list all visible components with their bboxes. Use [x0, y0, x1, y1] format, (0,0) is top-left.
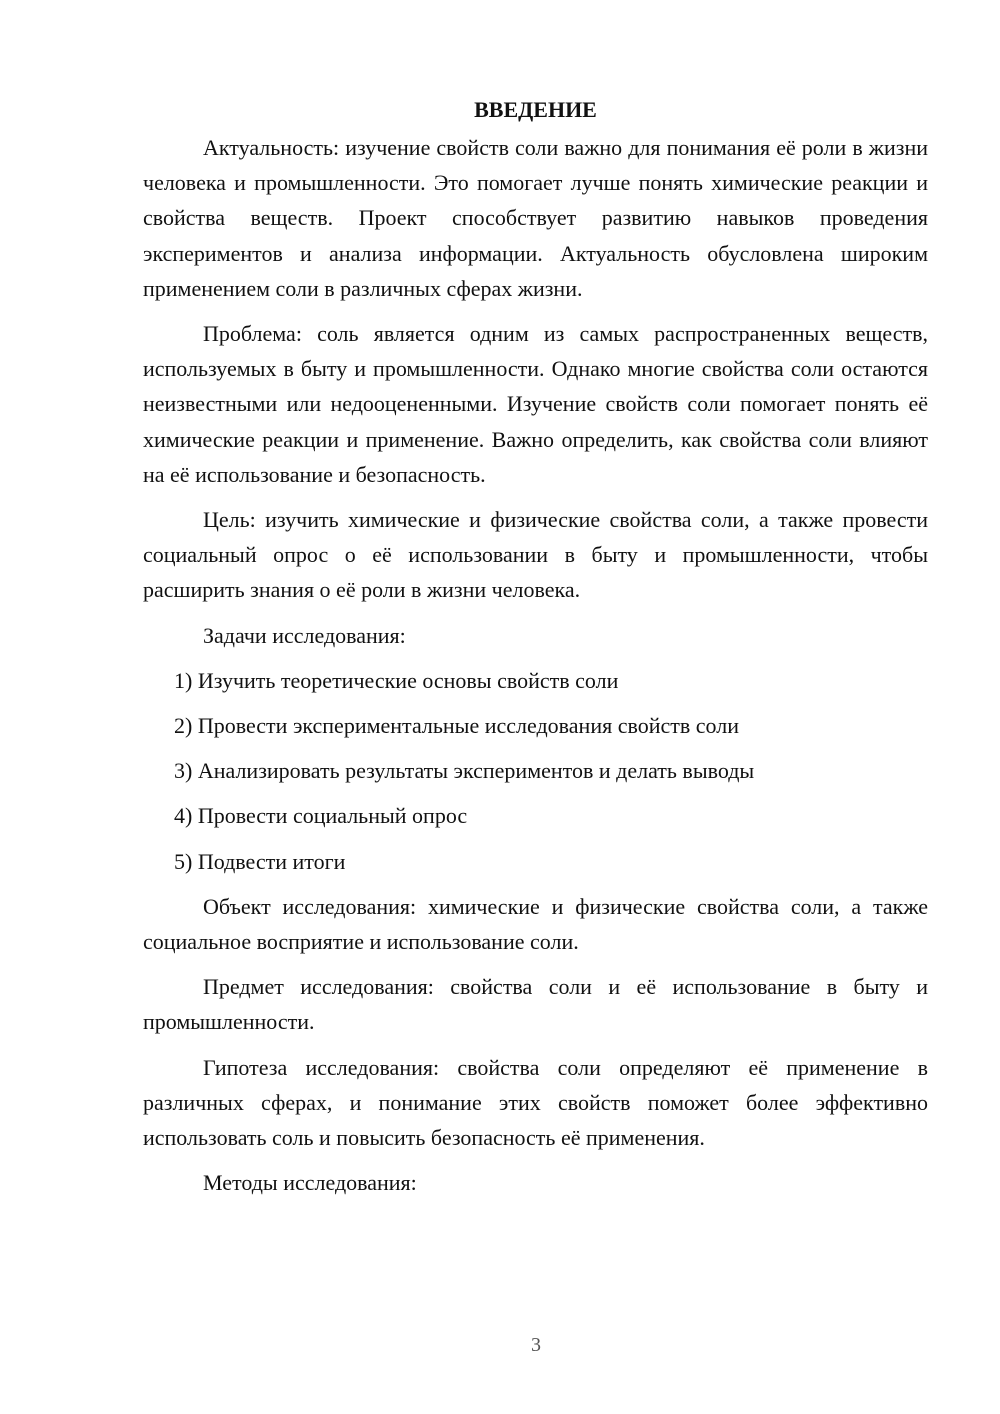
goal-paragraph: Цель: изучить химические и физические свойства соли, а также провести социальный опрос о её использовании в быту и промышленности, чтобы расширить знания о её роли в жизни человека. — [143, 507, 928, 603]
relevance-paragraph: Актуальность: изучение свойств соли важно для понимания её роли в жизни человека и промышленности. Это помогает лучше понять химические реакции и свойства веществ. Проект способствует развитию навыков проведения экспериментов и анализа информации. Актуальность обусловлена широким применением соли в различных сферах жизни. — [143, 135, 928, 301]
task-item: 3) Анализировать результаты экспериментов и делать выводы — [174, 758, 755, 784]
document-page — [143, 92, 928, 1210]
tasks-heading: Задачи исследования: — [203, 622, 406, 648]
task-item: 2) Провести экспериментальные исследования свойств соли — [174, 713, 739, 739]
page-number: 3 — [531, 1334, 541, 1356]
task-item: 4) Провести социальный опрос — [174, 803, 468, 829]
subject-paragraph: Предмет исследования: свойства соли и её использование в быту и промышленности. — [143, 974, 928, 1035]
task-item: 5) Подвести итоги — [174, 848, 346, 874]
methods-heading: Методы исследования: — [203, 1170, 417, 1196]
tasks-list — [143, 663, 928, 879]
page-title: ВВЕДЕНИЕ — [474, 97, 597, 122]
problem-paragraph: Проблема: соль является одним из самых распространенных веществ, используемых в быту и промышленности. Однако многие свойства соли остаются неизвестными или недооцененными. Изучение свойств соли помогает понять её химические реакции и применение. Важно определить, как свойства соли влияют на её использование и безопасность. — [143, 321, 928, 487]
hypothesis-paragraph: Гипотеза исследования: свойства соли определяют её применение в различных сферах, и понимание этих свойств поможет более эффективно использовать соль и повысить безопасность её применения. — [143, 1054, 928, 1151]
object-paragraph: Объект исследования: химические и физические свойства соли, а также социальное восприятие и использование соли. — [143, 893, 928, 955]
task-item: 1) Изучить теоретические основы свойств соли — [174, 667, 619, 693]
